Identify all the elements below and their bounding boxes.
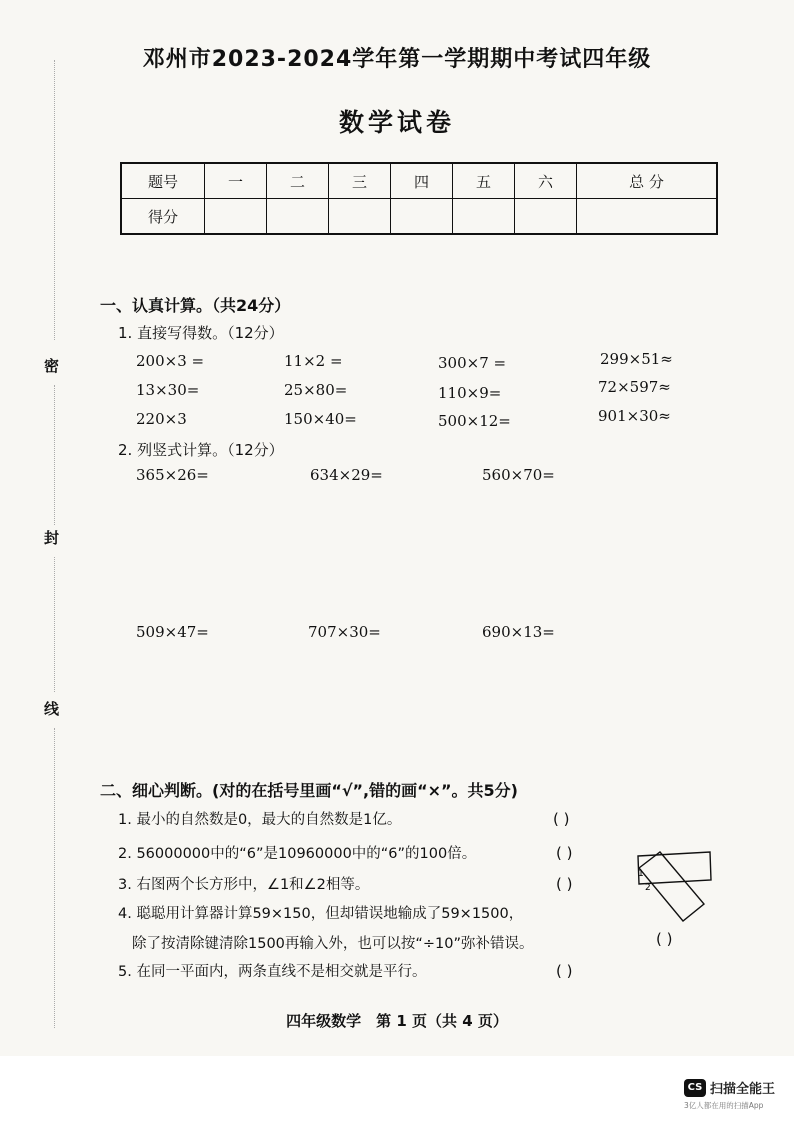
score-cell[interactable] bbox=[453, 199, 515, 235]
score-table-column: 总 分 bbox=[577, 163, 718, 199]
score-table-row-label: 题号 bbox=[121, 163, 205, 199]
scanner-app-name: 扫描全能王 bbox=[710, 1082, 776, 1097]
score-table-row-label: 得分 bbox=[121, 199, 205, 235]
rectangles-drawing bbox=[632, 848, 714, 928]
score-table-column: 二 bbox=[267, 163, 329, 199]
side-mark-xian: 线 bbox=[44, 700, 60, 718]
mental-calc-item: 72×597≈ bbox=[598, 378, 671, 396]
part2-title: 2. 列竖式计算。（12分） bbox=[118, 441, 284, 459]
page-footer: 四年级数学 第 1 页（共 4 页） bbox=[286, 1012, 508, 1030]
score-table bbox=[120, 162, 718, 235]
score-table-header-row bbox=[121, 163, 717, 199]
score-table-column: 一 bbox=[205, 163, 267, 199]
exam-title: 邓州市2023-2024学年第一学期期中考试四年级 bbox=[142, 47, 652, 72]
score-table-column: 五 bbox=[453, 163, 515, 199]
answer-paren[interactable]: ( ) bbox=[656, 930, 673, 948]
angle-label-1: 1 bbox=[638, 869, 644, 879]
mental-calc-item: 220×3 bbox=[136, 410, 187, 428]
binding-line bbox=[54, 728, 55, 1028]
mental-calc-item: 300×7 = bbox=[438, 354, 507, 372]
vertical-calc-item: 365×26= bbox=[136, 466, 209, 484]
mental-calc-item: 13×30= bbox=[136, 381, 200, 399]
binding-line bbox=[54, 557, 55, 692]
mental-calc-item: 25×80= bbox=[284, 381, 348, 399]
judge-item-4-cont: 除了按清除键清除1500再输入外，也可以按“÷10”弥补错误。 bbox=[132, 936, 534, 952]
score-table-column: 六 bbox=[515, 163, 577, 199]
mental-calc-item: 500×12= bbox=[438, 412, 511, 430]
binding-line bbox=[54, 60, 55, 340]
answer-paren[interactable]: ( ) bbox=[556, 962, 573, 980]
vertical-calc-item: 690×13= bbox=[482, 623, 555, 641]
mental-calc-item: 200×3 = bbox=[136, 352, 205, 370]
score-cell[interactable] bbox=[577, 199, 718, 235]
section2-title: 二、细心判断。(对的在括号里画“√”,错的画“×”。共5分) bbox=[100, 781, 518, 800]
mental-calc-item: 11×2 = bbox=[284, 352, 343, 370]
vertical-calc-item: 707×30= bbox=[308, 623, 381, 641]
answer-paren[interactable]: ( ) bbox=[553, 810, 570, 828]
judge-item-3: 3. 右图两个长方形中，∠1和∠2相等。 bbox=[118, 877, 370, 893]
vertical-calc-item: 634×29= bbox=[310, 466, 383, 484]
exam-subtitle: 数学试卷 bbox=[338, 108, 455, 137]
judge-item-5: 5. 在同一平面内，两条直线不是相交就是平行。 bbox=[118, 964, 427, 980]
score-table-score-row bbox=[121, 199, 717, 235]
mental-calc-item: 110×9= bbox=[438, 384, 502, 402]
score-cell[interactable] bbox=[329, 199, 391, 235]
side-mark-feng: 封 bbox=[44, 529, 60, 547]
score-cell[interactable] bbox=[267, 199, 329, 235]
section1-title: 一、认真计算。（共24分） bbox=[100, 296, 291, 315]
side-mark-mi: 密 bbox=[44, 357, 60, 375]
score-table-column: 三 bbox=[329, 163, 391, 199]
binding-line bbox=[54, 385, 55, 525]
judge-item-2: 2. 56000000中的“6”是10960000中的“6”的100倍。 bbox=[118, 846, 477, 862]
score-table-column: 四 bbox=[391, 163, 453, 199]
judge-item-4: 4. 聪聪用计算器计算59×150，但却错误地输成了59×1500， bbox=[118, 906, 524, 922]
answer-paren[interactable]: ( ) bbox=[556, 844, 573, 862]
score-cell[interactable] bbox=[205, 199, 267, 235]
rectangles-figure bbox=[632, 848, 714, 932]
score-cell[interactable] bbox=[515, 199, 577, 235]
scanner-tagline: 3亿人都在用的扫描App bbox=[684, 1101, 764, 1110]
part1-title: 1. 直接写得数。（12分） bbox=[118, 324, 284, 342]
answer-paren[interactable]: ( ) bbox=[556, 875, 573, 893]
mental-calc-item: 299×51≈ bbox=[600, 350, 673, 368]
scanner-watermark bbox=[684, 1078, 775, 1097]
scanner-logo-icon: CS bbox=[684, 1079, 706, 1097]
angle-label-2: 2 bbox=[645, 883, 651, 893]
vertical-calc-item: 509×47= bbox=[136, 623, 209, 641]
mental-calc-item: 901×30≈ bbox=[598, 407, 671, 425]
score-cell[interactable] bbox=[391, 199, 453, 235]
judge-item-1: 1. 最小的自然数是0，最大的自然数是1亿。 bbox=[118, 812, 402, 828]
mental-calc-item: 150×40= bbox=[284, 410, 357, 428]
vertical-calc-item: 560×70= bbox=[482, 466, 555, 484]
